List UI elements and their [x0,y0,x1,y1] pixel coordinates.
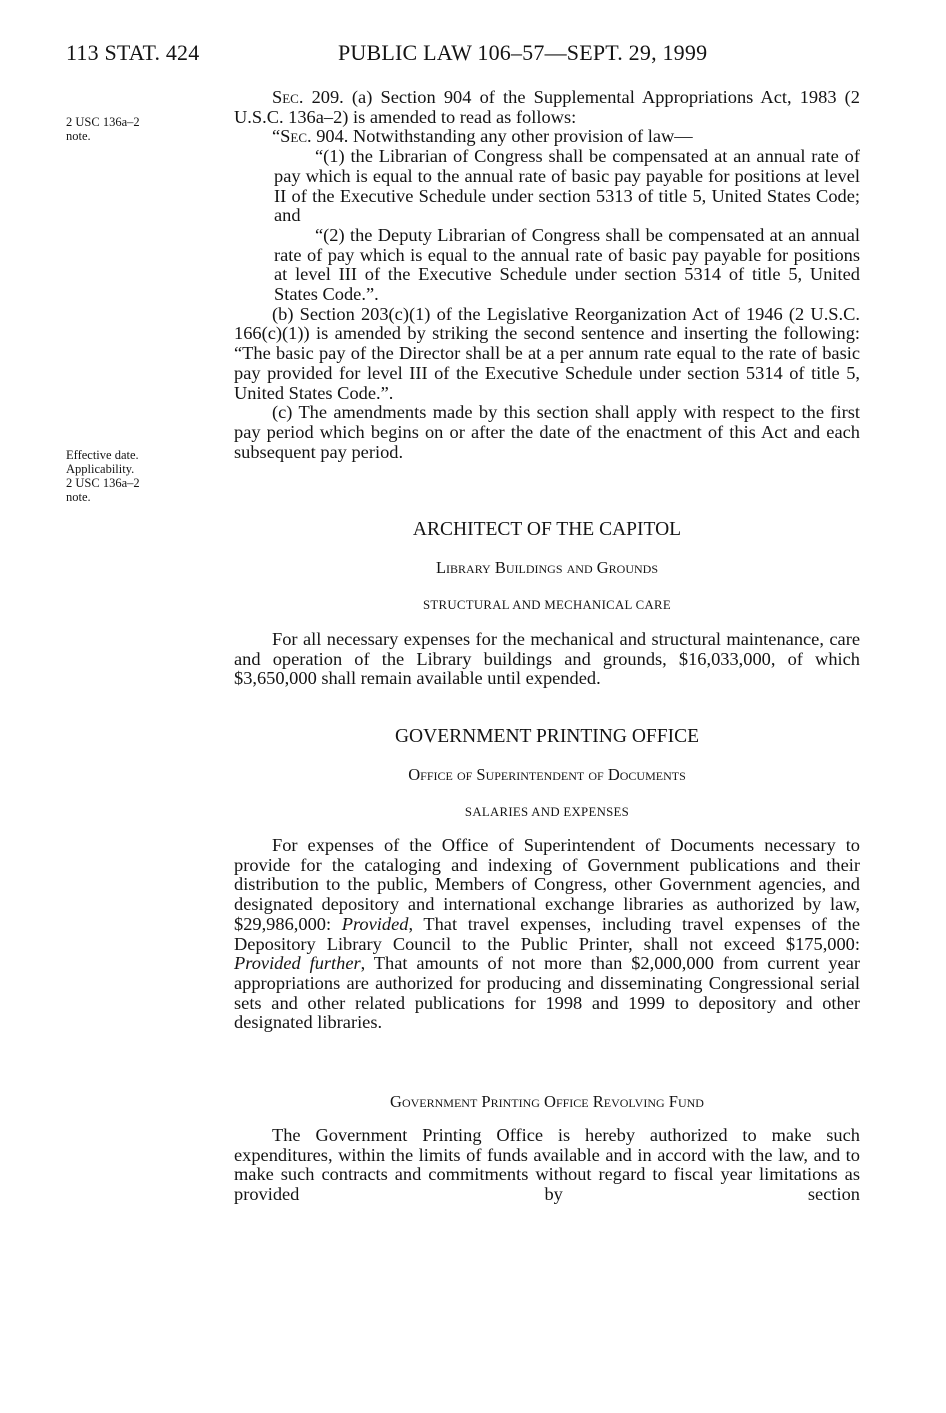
margin-note-line: note. [66,129,91,143]
section-209-subsection-b: (b) Section 203(c)(1) of the Legislative Reorganization Act of 1946 (2 U.S.C. 166(c)(1)) is amended by striking the second sentence and inserting the following: “The basic pay of the Director shall be at a per annum rate equal to the rate of basic pay provided for level III of the Executive Schedule under section 5314 of title 5, United States Code.”. [234,303,860,403]
margin-note-effective-date [66,448,216,504]
heading-government-printing-office: GOVERNMENT PRINTING OFFICE [394,726,700,747]
salaries-paragraph [234,836,860,1033]
sec-label: Sec. [280,126,312,147]
section-209-subsection-c: (c) The amendments made by this section shall apply with respect to the first pay period which begins on or after the date of the enactment of this Act and each subsequent pay period. [234,402,860,462]
margin-note-citation [66,115,216,143]
margin-note-line: 2 USC 136a–2 [66,476,140,490]
account-heading-structural-care: STRUCTURAL AND MECHANICAL CARE [422,598,671,612]
sec-label: Sec. [272,87,304,107]
margin-note-line: 2 USC 136a–2 [66,115,140,129]
heading-architect-of-capitol: ARCHITECT OF THE CAPITOL [412,519,682,540]
paragraph-1: “(1) the Librarian of Congress shall be compensated at an annual rate of pay which is equal to the annual rate of basic pay payable for positions at level II of the Executive Schedule under section 5313 of title 5, United States Code; and [274,146,860,226]
section-209-subsection-a: Sec. 209. (a) Section 904 of the Supplemental Appropriations Act, 1983 (2 U.S.C. 136a–2) is amended to read as follows: [234,87,860,127]
paragraph-2: “(2) the Deputy Librarian of Congress shall be compensated at an annual rate of pay which is equal to the annual rate of basic pay payable for positions at level III of the Executive Schedule under section 5314 of title 5, United States Code.”. [274,224,860,305]
subheading-library-buildings: Library Buildings and Grounds [435,558,659,577]
proviso-label: Provided further [234,953,361,974]
subheading-superintendent-documents: Office of Superintendent of Documents [408,765,686,784]
structural-care-paragraph [234,630,860,689]
appropriation-text: The Government Printing Office is hereby authorized to make such expenditures, within the limits of funds available and in accord with the law, and to make such contracts and commitments without regard to fiscal year limitations as provided by section [234,1125,860,1205]
margin-note-line: Effective date. [66,448,139,462]
statute-page-number: 113 STAT. 424 [66,40,200,65]
quoted-section-904: “Sec. 904. Notwithstanding any other provision of law— [272,126,693,147]
account-heading-salaries: SALARIES AND EXPENSES [464,805,630,819]
revolving-fund-paragraph [234,1126,860,1205]
margin-note-line: note. [66,490,91,504]
subheading-revolving-fund: Government Printing Office Revolving Fund [390,1092,704,1111]
appropriation-text: For all necessary expenses for the mechanical and structural maintenance, care and operation of the Library buildings and grounds, $16,033,000, of which $3,650,000 shall remain available until expended. [234,629,860,689]
appropriation-text: For expenses of the Office of Superintendent of Documents necessary to provide for the cataloging and indexing of Government publications and their distribution to the public, Members of Congress, other Government agencies, and designated depository and international exchange libraries as authorized by law, $29,986,000: Provided, That travel expenses, including travel expenses of the Depository Library Council to the Public Printer, shall not exceed $175,000: Provided further, That amounts of not more than $2,000,000 from current year appropriations are authorized for producing and disseminating Congressional serial sets and other related publications for 1998 and 1999 to depository and other designated libraries. [234,835,860,1033]
proviso-label: Provided [341,913,409,934]
margin-note-line: Applicability. [66,462,135,476]
section-209 [234,88,860,462]
page-header [66,40,766,70]
running-head: PUBLIC LAW 106–57—SEPT. 29, 1999 [338,40,708,65]
